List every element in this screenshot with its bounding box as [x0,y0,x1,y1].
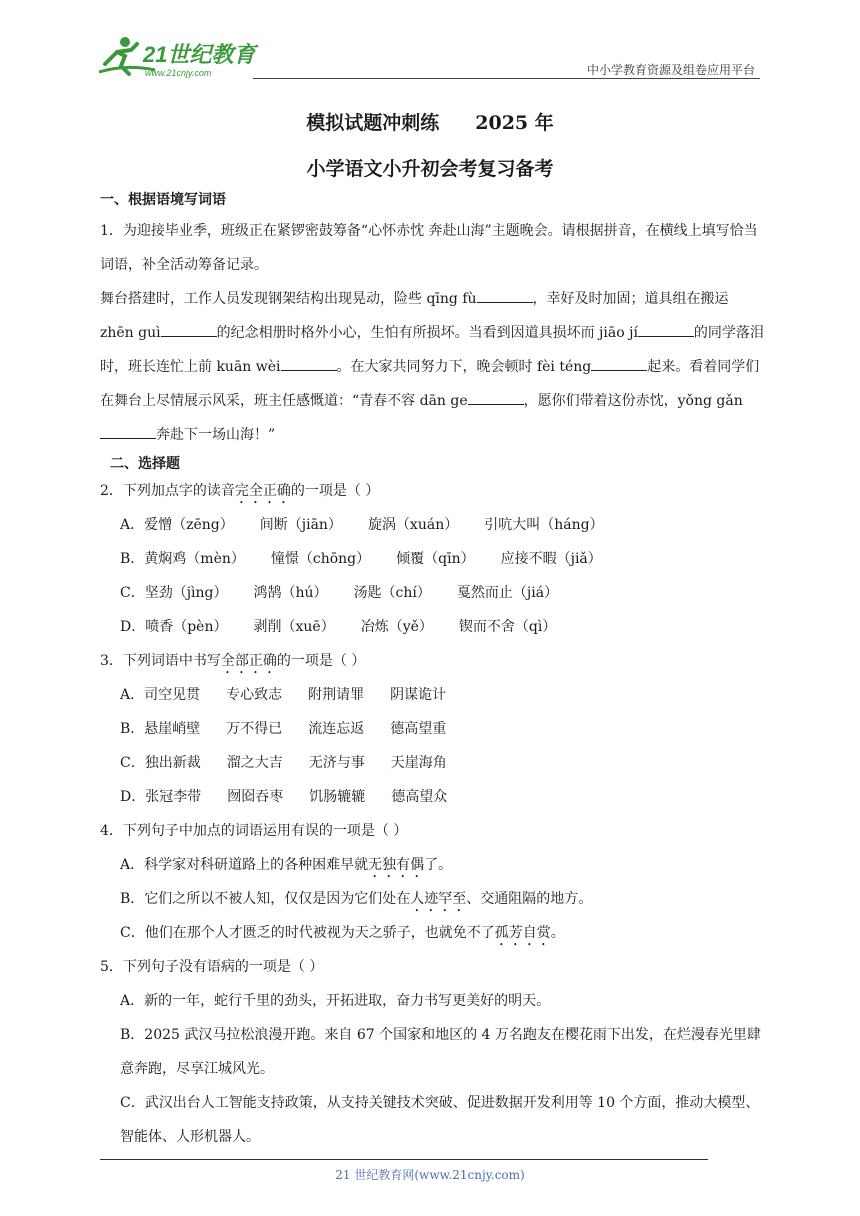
option-word: C．坚劲（jìng） [120,585,228,601]
option-word: D．张冠李带 [120,789,202,805]
option-word: 德高望重 [390,721,447,737]
page-header [95,34,760,82]
q4-option-a: A．科学家对科研道路上的各种困难早就无独有偶了。 [120,857,453,873]
option-word: 流连忘返 [308,721,365,737]
option-word: B．黄焖鸡（mèn） [120,551,245,567]
question-5 [100,950,764,1154]
option-word: D．喷香（pèn） [120,619,228,635]
q2-option-d [100,610,764,644]
option-word: 倾覆（qīn） [396,551,475,567]
q3-option-c [100,746,764,780]
q1-passage: 舞台搭建时，工作人员发现钢架结构出现晃动，险些 qīng fù ，幸好及时加固；道具组在搬运 zhēn guì 的纪念相册时格外小心，生怕有所损坏。当看到因道具损坏而 jiāo jí 的同学落泪时，班长连忙上前 kuān wèi 。在大家共同努力下，晚会顿时 fèi téng 起来。看着同学们在舞台上尽情展示风采，班主任感慨道：“青春不容 dān ge ，愿你们带着这份赤忱，yǒng gǎn奔赴下一场山海！” [100,282,764,452]
blank-7[interactable] [100,424,156,439]
option-word: A．爱憎（zēng） [120,517,234,533]
logo-text: 21世纪教育 [143,42,256,67]
logo [95,34,265,80]
blank-5[interactable] [591,356,647,371]
question-1 [100,214,764,452]
option-word: 憧憬（chōng） [270,551,371,567]
option-word: 应接不暇（jiǎ） [500,551,602,567]
q2-option-a [100,508,764,542]
option-word: 专心致志 [226,687,283,703]
q5-stem: 5．下列句子没有语病的一项是（ ） [100,959,324,975]
page-footer: 21 世纪教育网(www.21cnjy.com) [335,1168,525,1182]
page-subtitle: 小学语文小升初会考复习备考 [306,158,554,180]
q2-options [100,508,764,644]
platform-name: 中小学教育资源及组卷应用平台 [586,63,755,77]
option-word: 万不得已 [226,721,283,737]
q2-option-b [100,542,764,576]
q4-option-b: B．它们之所以不被人知，仅仅是因为它们处在人迹罕至、交通阻隔的地方。 [120,891,593,907]
q3-option-a [100,678,764,712]
question-3 [100,644,764,814]
blank-6[interactable] [468,390,524,405]
q2-stem: 2．下列加点字的读音完全正确的一项是（ ） [100,483,380,499]
option-word: 汤匙（chí） [353,585,431,601]
q3-option-d [100,780,764,814]
logo-url: www.21cnjy.com [145,68,212,78]
blank-2[interactable] [161,322,217,337]
footer-divider [100,1159,708,1160]
q5-option-c: C．武汉出台人工智能支持政策，从支持关键技术突破、促进数据开发利用等 10 个方面，推动大模型、智能体、人形机器人。 [120,1095,760,1145]
option-word: 间断（jiān） [259,517,342,533]
q1-intro: 1．为迎接毕业季，班级正在紧锣密鼓筹备“心怀赤忱 奔赴山海”主题晚会。请根据拼音，在横线上填写恰当词语，补全活动筹备记录。 [100,223,758,273]
blank-3[interactable] [638,322,694,337]
option-word: 无济与事 [308,755,365,771]
option-word: 溜之大吉 [226,755,283,771]
option-word: 阴谋诡计 [390,687,447,703]
option-word: 天崖海角 [390,755,447,771]
option-word: 饥肠辘辘 [309,789,366,805]
q3-option-b [100,712,764,746]
blank-4[interactable] [281,356,337,371]
q4-option-c: C．他们在那个人才匮乏的时代被视为天之骄子，也就免不了孤芳自赏。 [120,925,565,941]
option-word: 锲而不舍（qì） [458,619,557,635]
q3-options [100,678,764,814]
q5-option-a: A．新的一年，蛇行千里的劲头，开拓进取，奋力书写更美好的明天。 [120,993,551,1009]
page-title [0,108,860,135]
blank-1[interactable] [477,288,533,303]
option-word: 戛然而止（jiá） [456,585,559,601]
header-divider [253,78,760,79]
option-word: C．独出新裁 [120,755,201,771]
title-main: 模拟试题冲刺练 [306,112,440,134]
question-4 [100,814,764,950]
question-2 [100,474,764,644]
option-word: 引吭大叫（háng） [484,517,604,533]
option-word: 冶炼（yě） [360,619,433,635]
q3-stem: 3．下列词语中书写全部正确的一项是（ ） [100,653,366,669]
q4-stem: 4．下列句子中加点的词语运用有误的一项是（ ） [100,823,408,839]
option-word: 旋涡（xuán） [367,517,459,533]
option-word: B．悬崖峭壁 [120,721,201,737]
q2-option-c [100,576,764,610]
section-heading-2: 二、选择题 [110,456,180,472]
q5-option-b: B．2025 武汉马拉松浪漫开跑。来自 67 个国家和地区的 4 万名跑友在樱花雨下出发，在烂漫春光里肆意奔跑，尽享江城风光。 [120,1027,761,1077]
exam-content [100,190,764,1154]
option-word: 鸿鹄（hú） [253,585,328,601]
section-heading-1: 一、根据语境写词语 [100,192,226,208]
option-word: 囫囵吞枣 [227,789,284,805]
option-word: 德高望众 [391,789,448,805]
option-word: 附荆请罪 [308,687,365,703]
option-word: 剥削（xuē） [253,619,335,635]
option-word: A．司空见贯 [120,687,201,703]
title-year: 2025 年 [475,112,554,134]
